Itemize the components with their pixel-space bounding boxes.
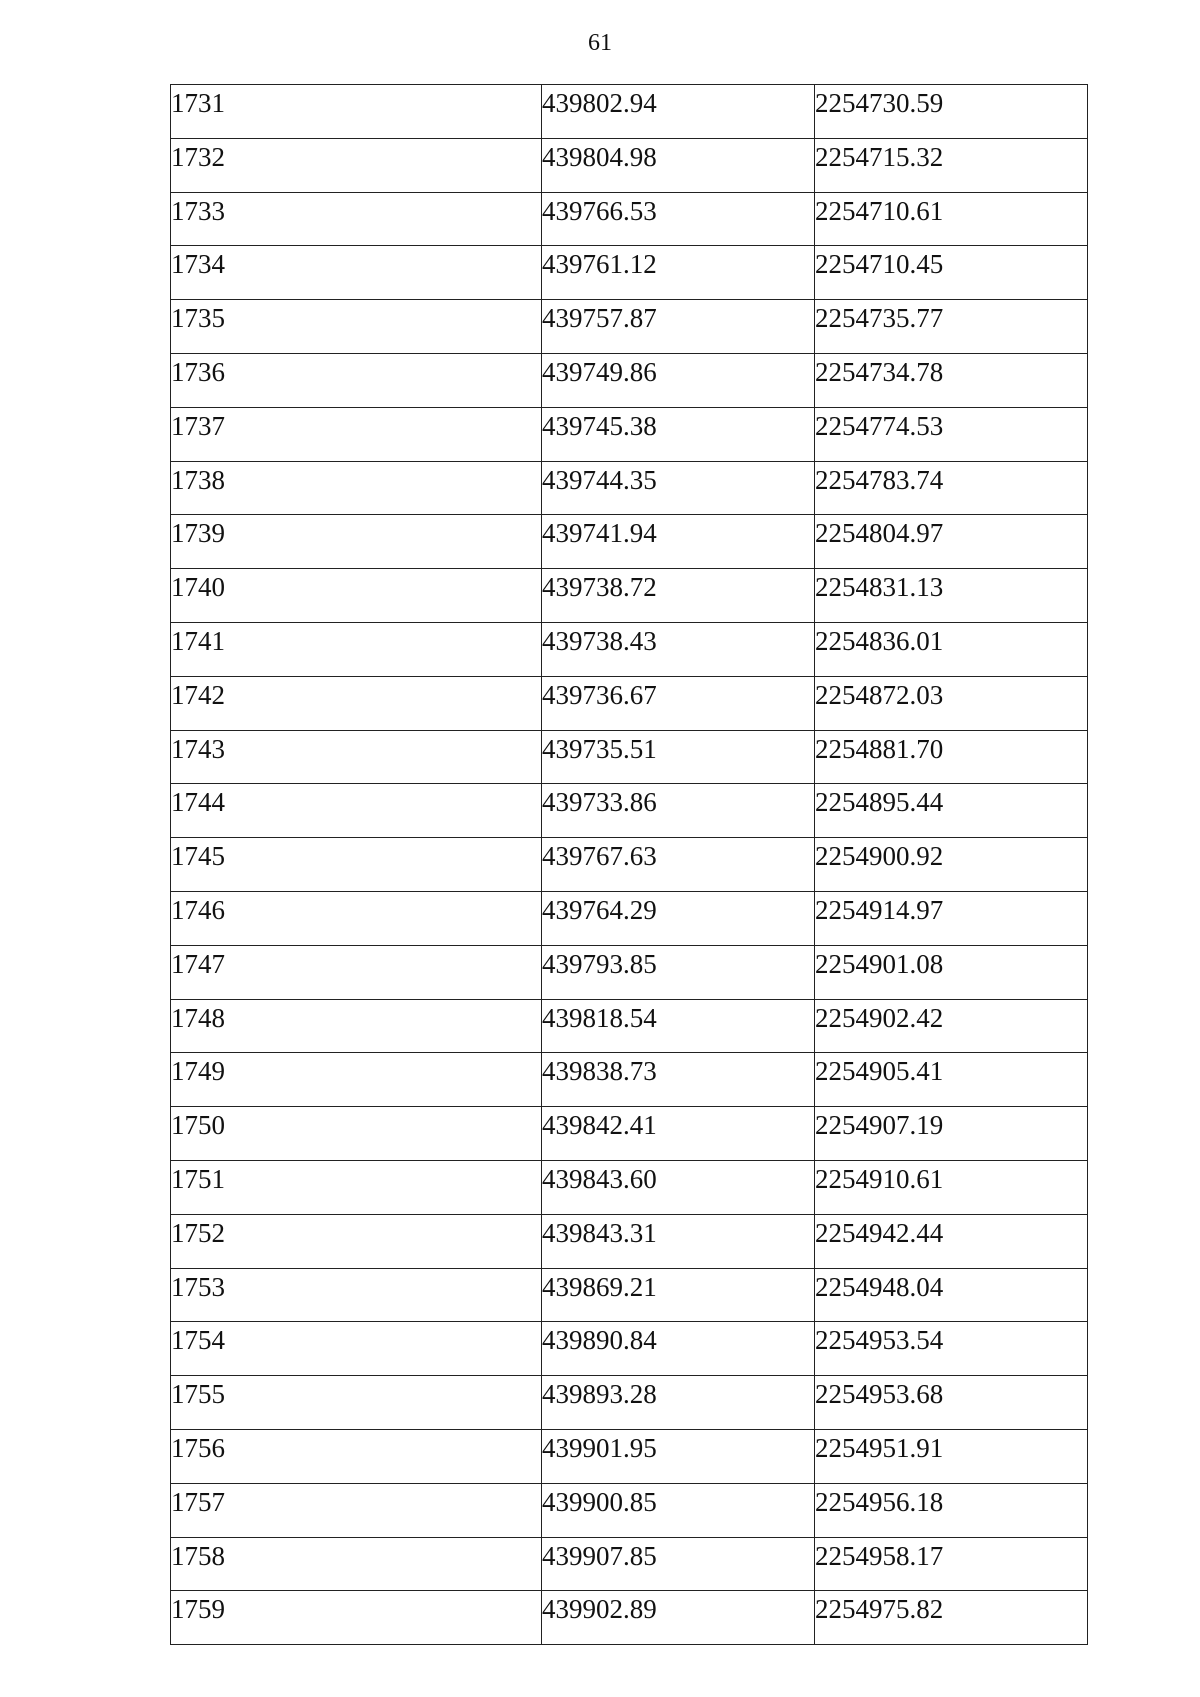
x-coordinate-cell: 439757.87 [542,300,815,354]
x-coordinate-cell: 439818.54 [542,999,815,1053]
point-number-cell: 1751 [171,1160,542,1214]
point-number-cell: 1755 [171,1376,542,1430]
point-number-cell: 1738 [171,461,542,515]
y-coordinate-cell: 2254956.18 [815,1483,1088,1537]
x-coordinate-cell: 439907.85 [542,1537,815,1591]
point-number-cell: 1736 [171,353,542,407]
y-coordinate-cell: 2254953.54 [815,1322,1088,1376]
point-number-cell: 1740 [171,569,542,623]
point-number-cell: 1745 [171,838,542,892]
x-coordinate-cell: 439842.41 [542,1107,815,1161]
x-coordinate-cell: 439900.85 [542,1483,815,1537]
point-number-cell: 1741 [171,622,542,676]
y-coordinate-cell: 2254975.82 [815,1591,1088,1645]
y-coordinate-cell: 2254953.68 [815,1376,1088,1430]
table-row [171,1591,1088,1645]
y-coordinate-cell: 2254951.91 [815,1429,1088,1483]
x-coordinate-cell: 439767.63 [542,838,815,892]
table-row [171,1429,1088,1483]
y-coordinate-cell: 2254783.74 [815,461,1088,515]
y-coordinate-cell: 2254715.32 [815,138,1088,192]
table-row [171,1376,1088,1430]
y-coordinate-cell: 2254907.19 [815,1107,1088,1161]
x-coordinate-cell: 439802.94 [542,85,815,139]
y-coordinate-cell: 2254836.01 [815,622,1088,676]
x-coordinate-cell: 439735.51 [542,730,815,784]
table-row [171,246,1088,300]
table-row [171,192,1088,246]
x-coordinate-cell: 439744.35 [542,461,815,515]
point-number-cell: 1749 [171,1053,542,1107]
table-row [171,891,1088,945]
table-row [171,407,1088,461]
table-row [171,1214,1088,1268]
point-number-cell: 1744 [171,784,542,838]
table-row [171,945,1088,999]
point-number-cell: 1733 [171,192,542,246]
table-row [171,1268,1088,1322]
x-coordinate-cell: 439741.94 [542,515,815,569]
x-coordinate-cell: 439838.73 [542,1053,815,1107]
coordinates-table-body [171,85,1088,1645]
y-coordinate-cell: 2254948.04 [815,1268,1088,1322]
y-coordinate-cell: 2254872.03 [815,676,1088,730]
x-coordinate-cell: 439738.43 [542,622,815,676]
y-coordinate-cell: 2254734.78 [815,353,1088,407]
point-number-cell: 1758 [171,1537,542,1591]
table-row [171,569,1088,623]
y-coordinate-cell: 2254902.42 [815,999,1088,1053]
y-coordinate-cell: 2254914.97 [815,891,1088,945]
y-coordinate-cell: 2254710.45 [815,246,1088,300]
table-row [171,353,1088,407]
table-row [171,622,1088,676]
y-coordinate-cell: 2254901.08 [815,945,1088,999]
table-row [171,515,1088,569]
x-coordinate-cell: 439761.12 [542,246,815,300]
x-coordinate-cell: 439890.84 [542,1322,815,1376]
x-coordinate-cell: 439766.53 [542,192,815,246]
coordinates-table [170,84,1088,1645]
page-number: 61 [588,30,612,56]
table-row [171,784,1088,838]
x-coordinate-cell: 439843.31 [542,1214,815,1268]
y-coordinate-cell: 2254942.44 [815,1214,1088,1268]
point-number-cell: 1732 [171,138,542,192]
y-coordinate-cell: 2254910.61 [815,1160,1088,1214]
table-row [171,838,1088,892]
table-row [171,300,1088,354]
table-row [171,676,1088,730]
x-coordinate-cell: 439738.72 [542,569,815,623]
y-coordinate-cell: 2254804.97 [815,515,1088,569]
point-number-cell: 1737 [171,407,542,461]
y-coordinate-cell: 2254905.41 [815,1053,1088,1107]
table-row [171,85,1088,139]
x-coordinate-cell: 439902.89 [542,1591,815,1645]
point-number-cell: 1753 [171,1268,542,1322]
table-row [171,138,1088,192]
table-row [171,1322,1088,1376]
point-number-cell: 1743 [171,730,542,784]
point-number-cell: 1748 [171,999,542,1053]
x-coordinate-cell: 439843.60 [542,1160,815,1214]
point-number-cell: 1739 [171,515,542,569]
table-row [171,1053,1088,1107]
y-coordinate-cell: 2254881.70 [815,730,1088,784]
x-coordinate-cell: 439764.29 [542,891,815,945]
x-coordinate-cell: 439893.28 [542,1376,815,1430]
table-row [171,461,1088,515]
point-number-cell: 1734 [171,246,542,300]
point-number-cell: 1735 [171,300,542,354]
point-number-cell: 1731 [171,85,542,139]
x-coordinate-cell: 439793.85 [542,945,815,999]
x-coordinate-cell: 439749.86 [542,353,815,407]
x-coordinate-cell: 439733.86 [542,784,815,838]
table-row [171,1483,1088,1537]
point-number-cell: 1752 [171,1214,542,1268]
x-coordinate-cell: 439901.95 [542,1429,815,1483]
x-coordinate-cell: 439745.38 [542,407,815,461]
point-number-cell: 1756 [171,1429,542,1483]
x-coordinate-cell: 439869.21 [542,1268,815,1322]
y-coordinate-cell: 2254900.92 [815,838,1088,892]
table-row [171,999,1088,1053]
y-coordinate-cell: 2254735.77 [815,300,1088,354]
y-coordinate-cell: 2254958.17 [815,1537,1088,1591]
table-row [171,1160,1088,1214]
y-coordinate-cell: 2254831.13 [815,569,1088,623]
y-coordinate-cell: 2254774.53 [815,407,1088,461]
table-row [171,1107,1088,1161]
x-coordinate-cell: 439804.98 [542,138,815,192]
point-number-cell: 1750 [171,1107,542,1161]
point-number-cell: 1759 [171,1591,542,1645]
point-number-cell: 1757 [171,1483,542,1537]
table-row [171,730,1088,784]
y-coordinate-cell: 2254710.61 [815,192,1088,246]
point-number-cell: 1742 [171,676,542,730]
x-coordinate-cell: 439736.67 [542,676,815,730]
y-coordinate-cell: 2254895.44 [815,784,1088,838]
table-row [171,1537,1088,1591]
point-number-cell: 1747 [171,945,542,999]
y-coordinate-cell: 2254730.59 [815,85,1088,139]
point-number-cell: 1746 [171,891,542,945]
point-number-cell: 1754 [171,1322,542,1376]
